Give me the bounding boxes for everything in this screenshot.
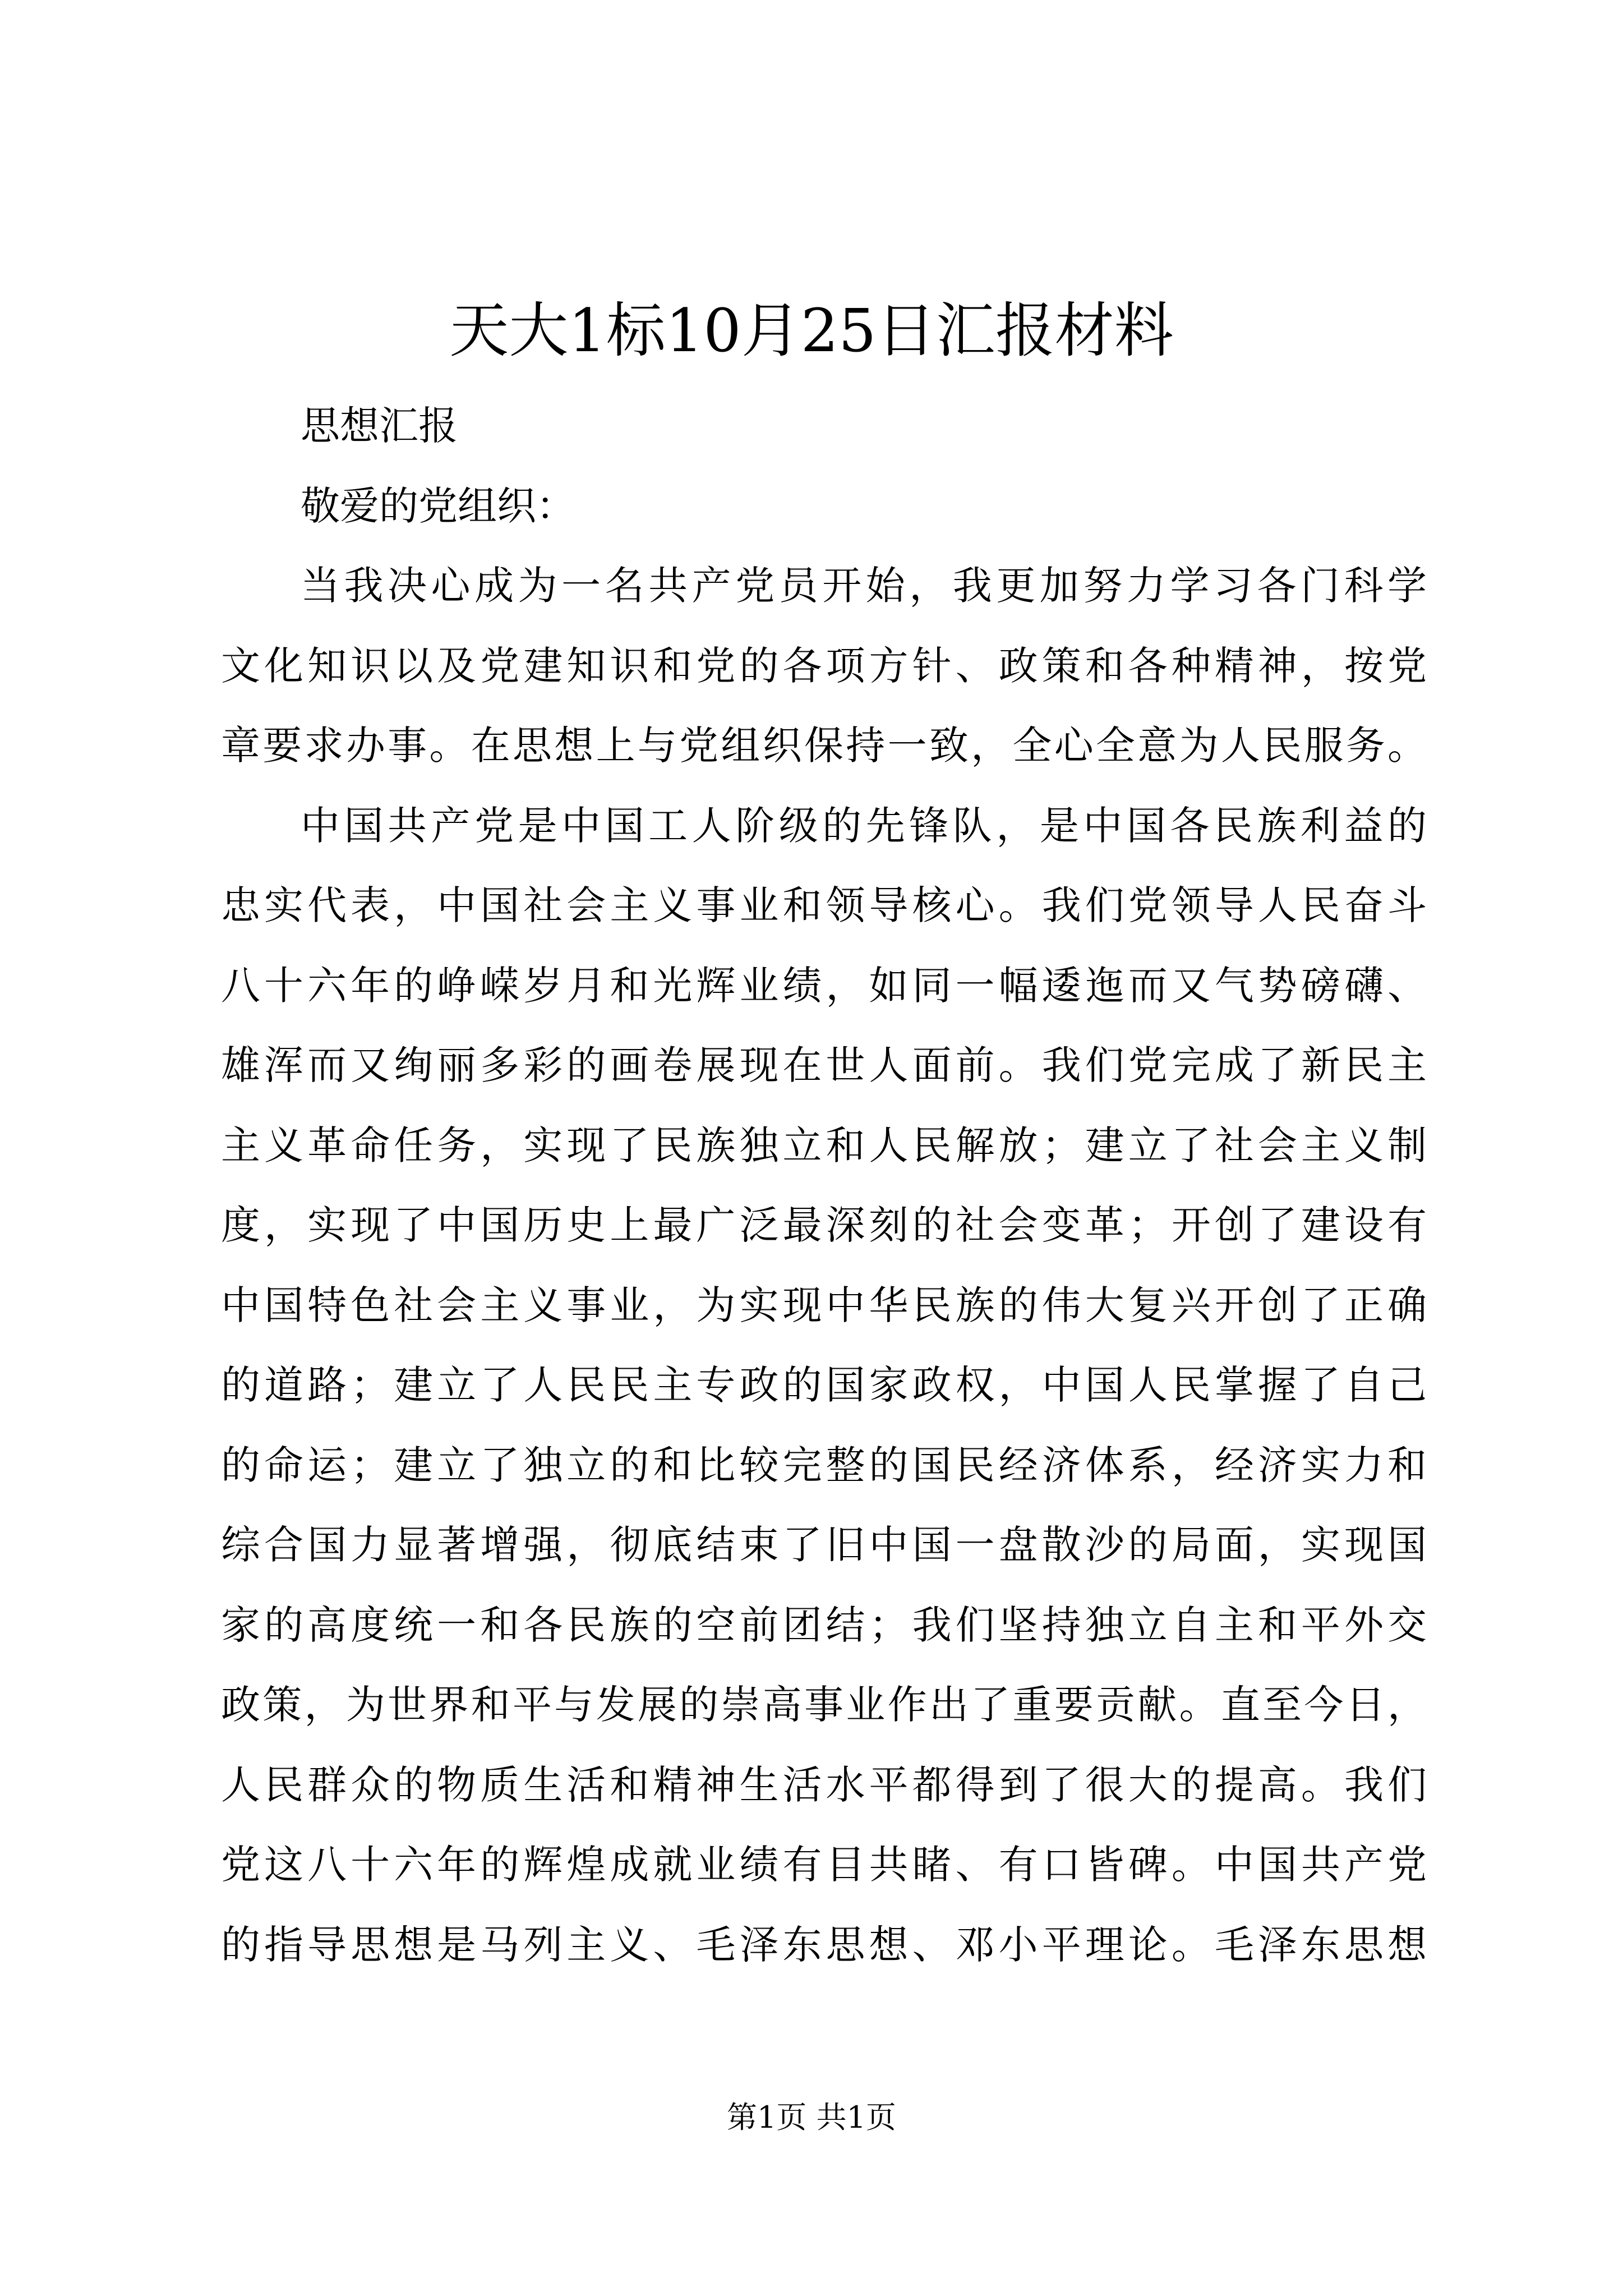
text-line: 章要求办事。在思想上与党组织保持一致，全心全意为人民服务。 [221,723,1427,769]
text-line: 敬爱的党组织： [301,482,575,529]
text-line: 思想汇报 [301,403,458,449]
page-footer: 第1页 共1页 [727,2100,896,2135]
text-line: 人民群众的物质生活和精神生活水平都得到了很大的提高。我们 [221,1761,1427,1808]
text-line: 家的高度统一和各民族的空前团结；我们坚持独立自主和平外交 [221,1602,1427,1648]
text-line: 当我决心成为一名共产党员开始，我更加努力学习各门科学 [301,563,1427,609]
text-line: 八十六年的峥嵘岁月和光辉业绩，如同一幅逶迤而又气势磅礴、 [221,962,1427,1009]
text-line: 综合国力显著增强，彻底结束了旧中国一盘散沙的局面，实现国 [221,1522,1427,1568]
text-line: 中国共产党是中国工人阶级的先锋队，是中国各民族利益的 [301,802,1427,849]
text-line: 的命运；建立了独立的和比较完整的国民经济体系，经济实力和 [221,1442,1427,1488]
text-line: 主义革命任务，实现了民族独立和人民解放；建立了社会主义制 [221,1122,1427,1168]
document-body [221,386,1427,1985]
text-line: 中国特色社会主义事业，为实现中华民族的伟大复兴开创了正确 [221,1282,1427,1328]
text-line: 度，实现了中国历史上最广泛最深刻的社会变革；开创了建设有 [221,1202,1427,1248]
text-line: 的道路；建立了人民民主专政的国家政权，中国人民掌握了自己 [221,1362,1427,1408]
text-line: 忠实代表，中国社会主义事业和领导核心。我们党领导人民奋斗 [221,882,1427,928]
text-line: 的指导思想是马列主义、毛泽东思想、邓小平理论。毛泽东思想 [221,1921,1427,1968]
text-line: 政策，为世界和平与发展的崇高事业作出了重要贡献。直至今日， [221,1682,1427,1728]
document-title: 天大1标10月25日汇报材料 [449,296,1174,365]
text-line: 雄浑而又绚丽多彩的画卷展现在世人面前。我们党完成了新民主 [221,1042,1427,1088]
text-line: 党这八十六年的辉煌成就业绩有目共睹、有口皆碑。中国共产党 [221,1842,1427,1888]
text-line: 文化知识以及党建知识和党的各项方针、政策和各种精神，按党 [221,642,1427,689]
